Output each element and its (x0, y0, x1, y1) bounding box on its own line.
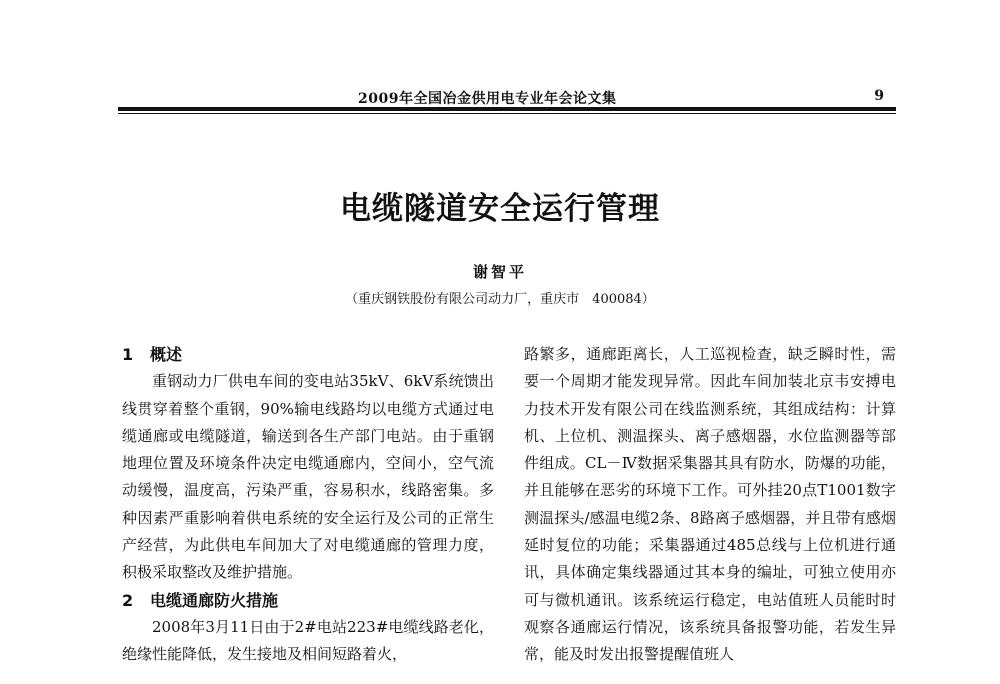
author-name: 谢智平 (472, 263, 527, 281)
page-number: 9 (874, 88, 884, 104)
section-heading-2 (122, 587, 494, 614)
journal-title: 2009年全国冶金供用电专业年会论文集 (358, 91, 617, 107)
section-2-paragraph: 2008年3月11日由于2#电站223#电缆线路老化，绝缘性能降低，发生接地及相间短路着火， (122, 617, 494, 664)
section-number: 2 (122, 590, 134, 610)
paper-title: 电缆隧道安全运行管理 (340, 191, 660, 227)
section-title: 电缆通廊防火措施 (150, 590, 279, 610)
header-rule-thin (118, 113, 896, 114)
section-number: 1 (122, 345, 134, 364)
right-column-paragraph: 路繁多，通廊距离长，人工巡视检查，缺乏瞬时性，需要一个周期才能发现异常。因此车间加装北京韦安搏电力技术开发有限公司在线监测系统，其组成结构：计算机、上位机、测温探头、离子感烟器，水位监测器等部件组成。CL－Ⅳ数据采集器其具有防水，防爆的功能，并且能够在恶劣的环境下工作。可外挂20点T1001数字测温探头/感温电缆2条、8路离子感烟器，并且带有感烟延时复位的功能；采集器通过485总线与上位机进行通讯，具体确定集线器通过其本身的编址，可独立使用亦可与微机通讯。该系统运行稳定，电站值班人员能时时观察各通廊运行情况，该系统具备报警功能，若发生异常，能及时发出报警提醒值班人 (524, 345, 896, 664)
section-heading-1 (122, 341, 494, 368)
section-title: 概述 (150, 345, 183, 364)
section-1-paragraph: 重钢动力厂供电车间的变电站35kV、6kV系统馈出线贯穿着整个重钢，90%输电线路均以电缆方式通过电缆通廊或电缆隧道，输送到各生产部门电站。由于重钢地理位置及环境条件决定电缆通廊内，空间小，空气流动缓慢，温度高，污染严重，容易积水，线路密集。多种因素严重影响着供电系统的安全运行及公司的正常生产经营，为此供电车间加大了对电缆通廊的管理力度，积极采取整改及维护措施。 (122, 372, 494, 582)
right-column (524, 341, 896, 669)
header-rule-thick (118, 107, 896, 111)
left-column (122, 341, 494, 669)
author-affiliation: （重庆钢铁股份有限公司动力厂，重庆市 400084） (345, 292, 655, 307)
